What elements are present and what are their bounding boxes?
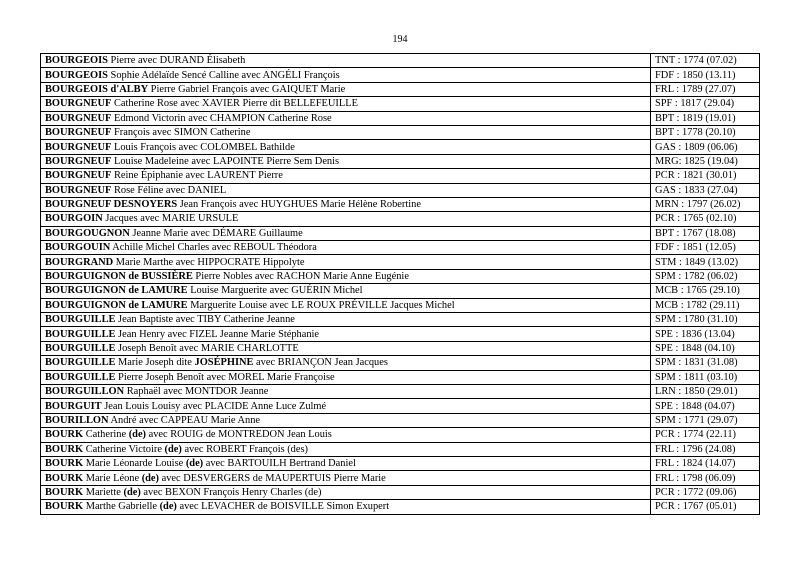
given-names-text: Mariette (83, 486, 124, 498)
given-names-text: Edmond Victorin avec CHAMPION Catherine Rose (111, 112, 332, 124)
surname-text: BOURGNEUF (45, 184, 112, 196)
parish-date-cell: FRL : 1798 (06.09) (651, 471, 760, 485)
given-names-text: Marie Léonarde Louise (83, 458, 186, 470)
surname-text: BOURILLON (45, 414, 109, 426)
surname-text: (de) (123, 486, 141, 498)
given-names-text: Louise Madeleine avec LAPOINTE Pierre Sem Denis (111, 155, 340, 167)
surname-text: BOURK (45, 486, 84, 498)
couple-names-cell (41, 82, 651, 96)
surname-text: BOURK (45, 458, 84, 470)
given-names-text: Raphaël avec MONTDOR Jeanne (124, 386, 269, 398)
marriage-register-table (40, 53, 760, 515)
given-names-text: Pierre Gabriel François avec GAIQUET Marie (148, 83, 346, 95)
table-row (41, 370, 760, 384)
couple-names-cell (41, 413, 651, 427)
surname-text: BOURGOIN (45, 213, 103, 225)
table-row (41, 313, 760, 327)
given-names-text: Joseph Benoît avec MARIE CHARLOTTE (115, 343, 299, 354)
couple-names-cell (41, 241, 651, 255)
table-row (41, 197, 760, 211)
couple-names-cell (41, 183, 651, 197)
given-names-text: Catherine Victoire (83, 443, 165, 455)
given-names-text: Rose Féline avec DANIEL (111, 184, 227, 196)
surname-text: BOURGEOIS (45, 69, 108, 81)
couple-names-cell (41, 399, 651, 413)
couple-names-cell (41, 68, 651, 82)
table-row (41, 284, 760, 298)
parish-date-cell: TNT : 1774 (07.02) (651, 54, 760, 68)
table-row (41, 356, 760, 370)
given-names-text: Louis François avec COLOMBEL Bathilde (111, 141, 295, 153)
couple-names-cell (41, 356, 651, 370)
couple-names-cell (41, 442, 651, 456)
couple-names-cell (41, 471, 651, 485)
couple-names-cell (41, 169, 651, 183)
couple-names-cell (41, 125, 651, 139)
couple-names-cell (41, 313, 651, 327)
parish-date-cell: BPT : 1767 (18.08) (651, 226, 760, 240)
couple-names-cell (41, 255, 651, 269)
table-row (41, 169, 760, 183)
table-row (41, 54, 760, 68)
given-names-text: François avec SIMON Catherine (111, 127, 251, 139)
parish-date-cell: GAS : 1833 (27.04) (651, 183, 760, 197)
given-names-text: Jean Louis Louisy avec PLACIDE Anne Luce Zulmé (101, 400, 327, 412)
parish-date-cell: STM : 1849 (13.02) (651, 255, 760, 269)
given-names-text: avec DESVERGERS de MAUPERTUIS Pierre Marie (159, 472, 386, 484)
table-row (41, 111, 760, 125)
given-names-text: Jean Henry avec FIZEL Jeanne Marie Stéphanie (115, 328, 320, 340)
surname-text: BOURGRAND (45, 256, 114, 268)
parish-date-cell: PCR : 1767 (05.01) (651, 500, 760, 514)
surname-text: BOURGNEUF (45, 141, 112, 153)
couple-names-cell (41, 327, 651, 341)
given-names-text: Marie Marthe avec HIPPOCRATE Hippolyte (113, 256, 305, 268)
given-names-text: Catherine Rose avec XAVIER Pierre dit BELLEFEUILLE (111, 98, 358, 110)
given-names-text: Catherine (83, 429, 129, 441)
parish-date-cell: SPM : 1771 (29.07) (651, 413, 760, 427)
parish-date-cell: PCR : 1774 (22.11) (651, 428, 760, 442)
table-row (41, 442, 760, 456)
given-names-text: Achille Michel Charles avec REBOUL Théodora (110, 242, 317, 254)
surname-text: (de) (141, 472, 159, 484)
given-names-text: avec BEXON François Henry Charles (de) (140, 486, 322, 498)
couple-names-cell (41, 298, 651, 312)
given-names-text: avec ROBERT François (des) (181, 443, 308, 455)
table-row (41, 269, 760, 283)
couple-names-cell (41, 97, 651, 111)
parish-date-cell: SPE : 1836 (13.04) (651, 327, 760, 341)
table-row (41, 485, 760, 499)
surname-text: BOURGUILLE (45, 314, 116, 326)
given-names-text: Marguerite Louise avec LE ROUX PRÉVILLE Jacques Michel (187, 299, 455, 311)
table-row (41, 82, 760, 96)
parish-date-cell: MCB : 1782 (29.11) (651, 298, 760, 312)
table-row (41, 341, 760, 355)
couple-names-cell (41, 197, 651, 211)
parish-date-cell: SPM : 1811 (03.10) (651, 370, 760, 384)
couple-names-cell (41, 269, 651, 283)
given-names-text: Pierre Joseph Benoît avec MOREL Marie Françoise (115, 371, 335, 383)
given-names-text: avec BARTOUILH Bertrand Daniel (203, 458, 356, 470)
parish-date-cell: LRN : 1850 (29.01) (651, 384, 760, 398)
given-names-text: Marie Léone (83, 472, 142, 484)
table-row (41, 500, 760, 514)
given-names-text: Reine Épiphanie avec LAURENT Pierre (111, 170, 283, 182)
parish-date-cell: MRG: 1825 (19.04) (651, 154, 760, 168)
table-row (41, 212, 760, 226)
surname-text: BOURGUILLE (45, 357, 116, 369)
parish-date-cell: SPM : 1780 (31.10) (651, 313, 760, 327)
surname-text: BOURGUILLE (45, 343, 116, 354)
parish-date-cell: FDF : 1850 (13.11) (651, 68, 760, 82)
table-row (41, 154, 760, 168)
couple-names-cell (41, 370, 651, 384)
table-row (41, 183, 760, 197)
parish-date-cell: MRN : 1797 (26.02) (651, 197, 760, 211)
table-row (41, 255, 760, 269)
couple-names-cell (41, 212, 651, 226)
given-names-text: Louise Marguerite avec GUÉRIN Michel (187, 285, 363, 297)
given-names-text: Jean Baptiste avec TIBY Catherine Jeanne (115, 314, 295, 326)
parish-date-cell: SPM : 1782 (06.02) (651, 269, 760, 283)
couple-names-cell (41, 500, 651, 514)
table-row (41, 298, 760, 312)
surname-text: BOURGNEUF (45, 155, 112, 167)
couple-names-cell (41, 428, 651, 442)
surname-text: BOURGNEUF (45, 170, 112, 182)
couple-names-cell (41, 384, 651, 398)
parish-date-cell: MCB : 1765 (29.10) (651, 284, 760, 298)
table-row (41, 125, 760, 139)
table-row (41, 456, 760, 470)
given-names-text: Pierre Nobles avec RACHON Marie Anne Eugénie (192, 271, 409, 283)
couple-names-cell (41, 226, 651, 240)
table-row (41, 226, 760, 240)
surname-text: BOURGUIGNON de LAMURE (45, 299, 188, 311)
surname-text: (de) (128, 429, 147, 441)
given-names-text: André avec CAPPEAU Marie Anne (108, 414, 261, 426)
couple-names-cell (41, 284, 651, 298)
surname-text: (de) (164, 443, 182, 455)
surname-text: BOURK (45, 472, 84, 484)
parish-date-cell: FRL : 1789 (27.07) (651, 82, 760, 96)
parish-date-cell: BPT : 1819 (19.01) (651, 111, 760, 125)
parish-date-cell: FDF : 1851 (12.05) (651, 241, 760, 255)
couple-names-cell (41, 54, 651, 68)
surname-text: BOURGNEUF (45, 127, 112, 139)
table-row (41, 399, 760, 413)
couple-names-cell (41, 485, 651, 499)
surname-text: BOURGNEUF DESNOYERS (45, 199, 178, 211)
surname-text: BOURGEOIS (45, 55, 108, 67)
given-names-text: Pierre avec DURAND Élisabeth (107, 55, 246, 67)
given-names-text: Jean François avec HUYGHUES Marie Hélène Robertine (177, 199, 421, 211)
given-names-text: Marthe Gabrielle (83, 501, 160, 513)
surname-text: JOSÉPHINE (194, 357, 254, 369)
parish-date-cell: PCR : 1765 (02.10) (651, 212, 760, 226)
table-row (41, 97, 760, 111)
surname-text: BOURGUILLE (45, 371, 116, 383)
parish-date-cell: PCR : 1821 (30.01) (651, 169, 760, 183)
surname-text: (de) (185, 458, 204, 470)
parish-date-cell: SPF : 1817 (29.04) (651, 97, 760, 111)
surname-text: BOURK (45, 501, 84, 513)
surname-text: BOURGUIT (45, 400, 102, 412)
surname-text: BOURGNEUF (45, 112, 112, 124)
surname-text: BOURGEOIS d'ALBY (45, 83, 149, 95)
table-row (41, 68, 760, 82)
given-names-text: avec ROUIG de MONTREDON Jean Louis (146, 429, 332, 441)
couple-names-cell (41, 154, 651, 168)
table-row (41, 471, 760, 485)
table-row (41, 327, 760, 341)
parish-date-cell: FRL : 1796 (24.08) (651, 442, 760, 456)
couple-names-cell (41, 111, 651, 125)
table-row (41, 384, 760, 398)
couple-names-cell (41, 456, 651, 470)
surname-text: BOURGNEUF (45, 98, 112, 110)
given-names-text: Jeanne Marie avec DÉMARE Guillaume (129, 227, 303, 239)
couple-names-cell (41, 341, 651, 355)
given-names-text: Sophie Adélaïde Sencé Calline avec ANGÉLI François (107, 69, 340, 81)
parish-date-cell: SPE : 1848 (04.10) (651, 341, 760, 355)
given-names-text: avec BRIANÇON Jean Jacques (253, 357, 388, 369)
parish-date-cell: SPM : 1831 (31.08) (651, 356, 760, 370)
couple-names-cell (41, 140, 651, 154)
surname-text: BOURGUIGNON de BUSSIÈRE (45, 271, 193, 283)
parish-date-cell: FRL : 1824 (14.07) (651, 456, 760, 470)
parish-date-cell: PCR : 1772 (09.06) (651, 485, 760, 499)
surname-text: BOURGOUGNON (45, 227, 130, 239)
surname-text: BOURK (45, 443, 84, 455)
table-body (41, 54, 760, 515)
given-names-text: avec LEVACHER de BOISVILLE Simon Exupert (176, 501, 390, 513)
surname-text: BOURGUIGNON de LAMURE (45, 285, 188, 297)
page-number: 194 (392, 34, 408, 45)
surname-text: BOURK (45, 429, 84, 441)
given-names-text: Jacques avec MARIE URSULE (102, 213, 239, 225)
table-row (41, 428, 760, 442)
table-row (41, 241, 760, 255)
parish-date-cell: SPE : 1848 (04.07) (651, 399, 760, 413)
surname-text: (de) (159, 501, 177, 513)
surname-text: BOURGUILLE (45, 328, 116, 340)
surname-text: BOURGUILLON (45, 386, 125, 398)
parish-date-cell: GAS : 1809 (06.06) (651, 140, 760, 154)
table-row (41, 140, 760, 154)
surname-text: BOURGOUIN (45, 242, 111, 254)
table-row (41, 413, 760, 427)
parish-date-cell: BPT : 1778 (20.10) (651, 125, 760, 139)
given-names-text: Marie Joseph dite (115, 357, 195, 369)
